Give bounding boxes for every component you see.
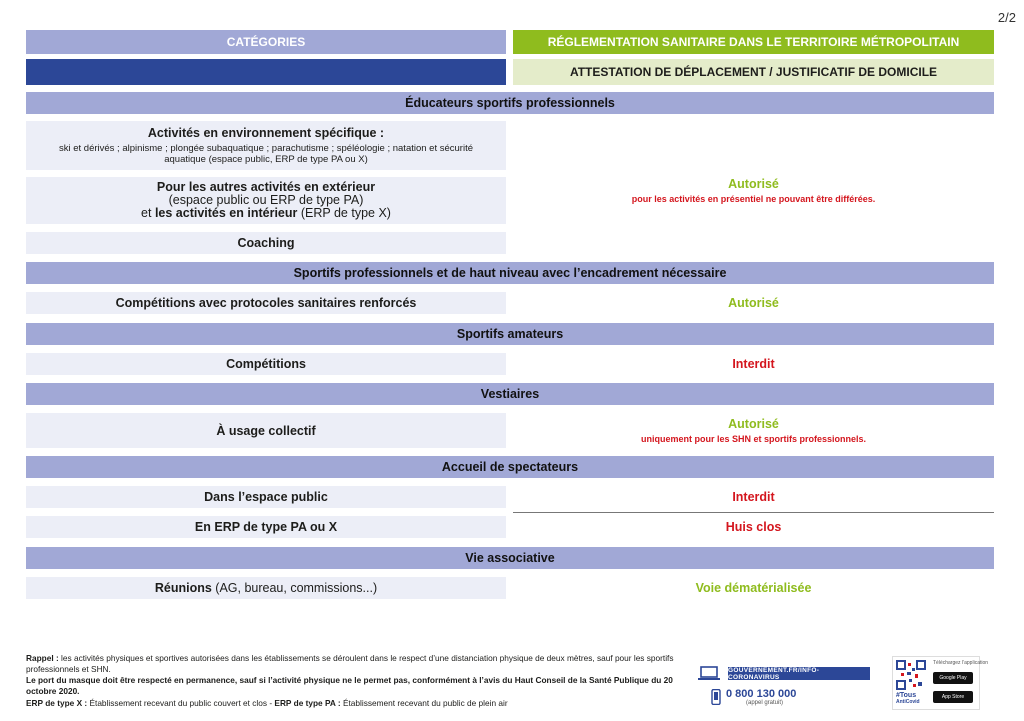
header-categories: CATÉGORIES — [26, 30, 506, 54]
status-reunions: Voie dématérialisée — [695, 581, 812, 595]
tousanticovid-logo — [896, 692, 920, 706]
footer-erp-x-label: ERP de type X : — [26, 698, 88, 708]
row-autres-exterieur-detail: (espace public ou ERP de type PA) — [168, 193, 364, 207]
row-env-specifique-detail: ski et dérivés ; alpinisme ; plongée subaquatique ; parachutisme ; spéléologie ; natation et sécurité aquatique (espace public, ERP de type PA ou X) — [58, 143, 474, 165]
qr-code-icon[interactable] — [896, 660, 926, 690]
google-play-badge[interactable]: Google Play — [933, 672, 973, 684]
section-associative: Vie associative — [26, 547, 994, 569]
page-number: 2/2 — [997, 10, 1016, 25]
status-haut-niveau: Autorisé — [728, 296, 779, 310]
section-amateurs: Sportifs amateurs — [26, 323, 994, 345]
row-competitions-renforces: Compétitions avec protocoles sanitaires renforcés — [26, 292, 506, 314]
status-vestiaires-value: Autorisé — [728, 417, 779, 431]
status-espace-public: Interdit — [732, 490, 775, 504]
laptop-icon — [698, 666, 720, 681]
anticovid-label: AntiCovid — [896, 699, 920, 705]
gov-url-banner[interactable]: GOUVERNEMENT.FR/INFO-CORONAVIRUS — [728, 667, 870, 680]
status-erp-pa-x: Huis clos — [725, 520, 782, 534]
row-autres-exterieur: Pour les autres activités en extérieur — [156, 180, 376, 194]
row-autres-interieur-line — [141, 207, 391, 220]
footer-rappel — [26, 653, 686, 674]
footer-rappel-label: Rappel : — [26, 653, 59, 663]
section-haut-niveau: Sportifs professionnels et de haut niveau avec l’encadrement nécessaire — [26, 262, 994, 284]
footer-rappel-text: les activités physiques et sportives autorisées dans les établissements se déroulent dans le respect d’une distanciation physique de deux mètres, sauf pour les sportifs professionnels et SHN. — [26, 653, 674, 674]
row-env-specifique — [26, 121, 506, 170]
footer-masque: Le port du masque doit être respecté en permanence, sauf si l’activité physique ne le permet pas, conformément à l’avis du Haut Conseil de la Santé Publique du 20 octobre 2020. — [26, 675, 673, 696]
section-vestiaires: Vestiaires — [26, 383, 994, 405]
status-educateurs-value: Autorisé — [728, 176, 779, 191]
row-autres-et: et — [141, 206, 155, 220]
section-educateurs: Éducateurs sportifs professionnels — [26, 92, 994, 114]
row-coaching: Coaching — [26, 232, 506, 254]
row-env-specifique-title: Activités en environnement spécifique : — [147, 126, 385, 140]
tous-label: #Tous — [896, 692, 917, 699]
status-vestiaires-note: uniquement pour les SHN et sportifs professionnels. — [640, 434, 867, 444]
row-competitions: Compétitions — [26, 353, 506, 375]
row-reunions-label: Réunions — [154, 581, 212, 595]
header-regulation: RÉGLEMENTATION SANITAIRE DANS LE TERRITOIRE MÉTROPOLITAIN — [513, 30, 994, 54]
app-store-badge[interactable]: App Store — [933, 691, 973, 703]
footer-erp-pa-text: Établissement recevant du public de plein air — [340, 698, 508, 708]
row-usage-collectif: À usage collectif — [26, 413, 506, 448]
row-espace-public: Dans l’espace public — [26, 486, 506, 508]
row-autres-activites — [26, 177, 506, 224]
phone-icon — [711, 689, 721, 705]
footer-erp-x-text: Établissement recevant du public couvert et clos - — [87, 698, 275, 708]
row-separator — [513, 512, 994, 513]
row-autres-interieur-detail: (ERP de type X) — [297, 206, 391, 220]
row-reunions-detail: (AG, bureau, commissions...) — [211, 581, 378, 595]
header-attestation: ATTESTATION DE DÉPLACEMENT / JUSTIFICATIF DE DOMICILE — [513, 59, 994, 85]
footer-erp-pa-label: ERP de type PA : — [274, 698, 341, 708]
row-reunions — [26, 577, 506, 599]
status-educateurs — [513, 172, 994, 208]
download-label: Téléchargez l’application — [933, 660, 989, 666]
header-blue-bar — [26, 59, 506, 85]
phone-number: 0 800 130 000 — [726, 688, 797, 700]
status-educateurs-note: pour les activités en présentiel ne pouvant être différées. — [631, 193, 876, 204]
phone-note: (appel gratuit) — [746, 700, 784, 706]
row-autres-interieur: les activités en intérieur — [154, 206, 298, 220]
section-spectateurs: Accueil de spectateurs — [26, 456, 994, 478]
row-erp-pa-x: En ERP de type PA ou X — [26, 516, 506, 538]
status-vestiaires — [513, 413, 994, 448]
footer-erp-definitions — [26, 698, 686, 709]
status-amateurs: Interdit — [732, 357, 775, 371]
